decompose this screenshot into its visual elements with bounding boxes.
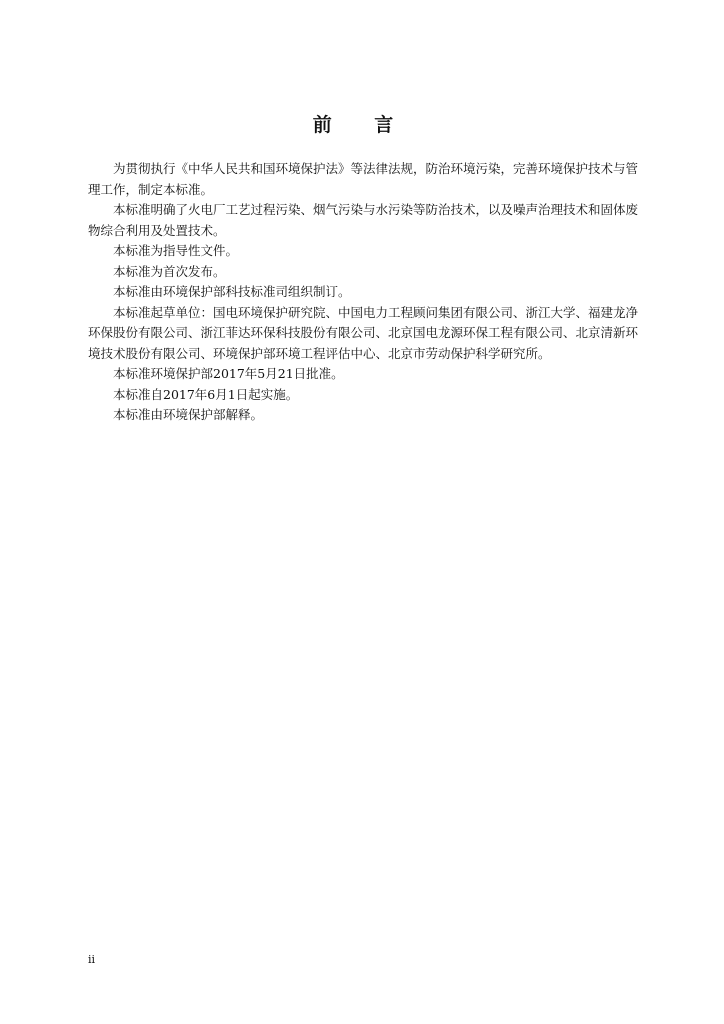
page-number: ii [88, 953, 96, 966]
paragraph-scope: 本标准明确了火电厂工艺过程污染、烟气污染与水污染等防治技术，以及噪声治理技术和固体废物综合利用及处置技术。 [88, 202, 639, 238]
page-title: 前 言 [312, 114, 412, 136]
paragraph-interpretation: 本标准由环境保护部解释。 [113, 407, 264, 422]
paragraph-guidance: 本标准为指导性文件。 [113, 243, 239, 258]
paragraph-first-release: 本标准为首次发布。 [113, 263, 226, 279]
paragraph-effective-date: 本标准自2017年6月1日起实施。 [113, 386, 299, 402]
paragraph-organizer: 本标准由环境保护部科技标准司组织制订。 [113, 284, 351, 299]
paragraph-approval-date: 本标准环境保护部2017年5月21日批准。 [113, 366, 344, 381]
foreword-body [88, 159, 638, 426]
paragraph-drafting-units: 本标准起草单位：国电环境保护研究院、中国电力工程顾问集团有限公司、浙江大学、福建龙净环保股份有限公司、浙江菲达环保科技股份有限公司、北京国电龙源环保工程有限公司、北京清新环境技术股份有限公司、环境保护部环境工程评估中心、北京市劳动保护科学研究所。 [88, 304, 639, 361]
paragraph-purpose: 为贯彻执行《中华人民共和国环境保护法》等法律法规，防治环境污染，完善环境保护技术与管理工作，制定本标准。 [88, 161, 639, 197]
